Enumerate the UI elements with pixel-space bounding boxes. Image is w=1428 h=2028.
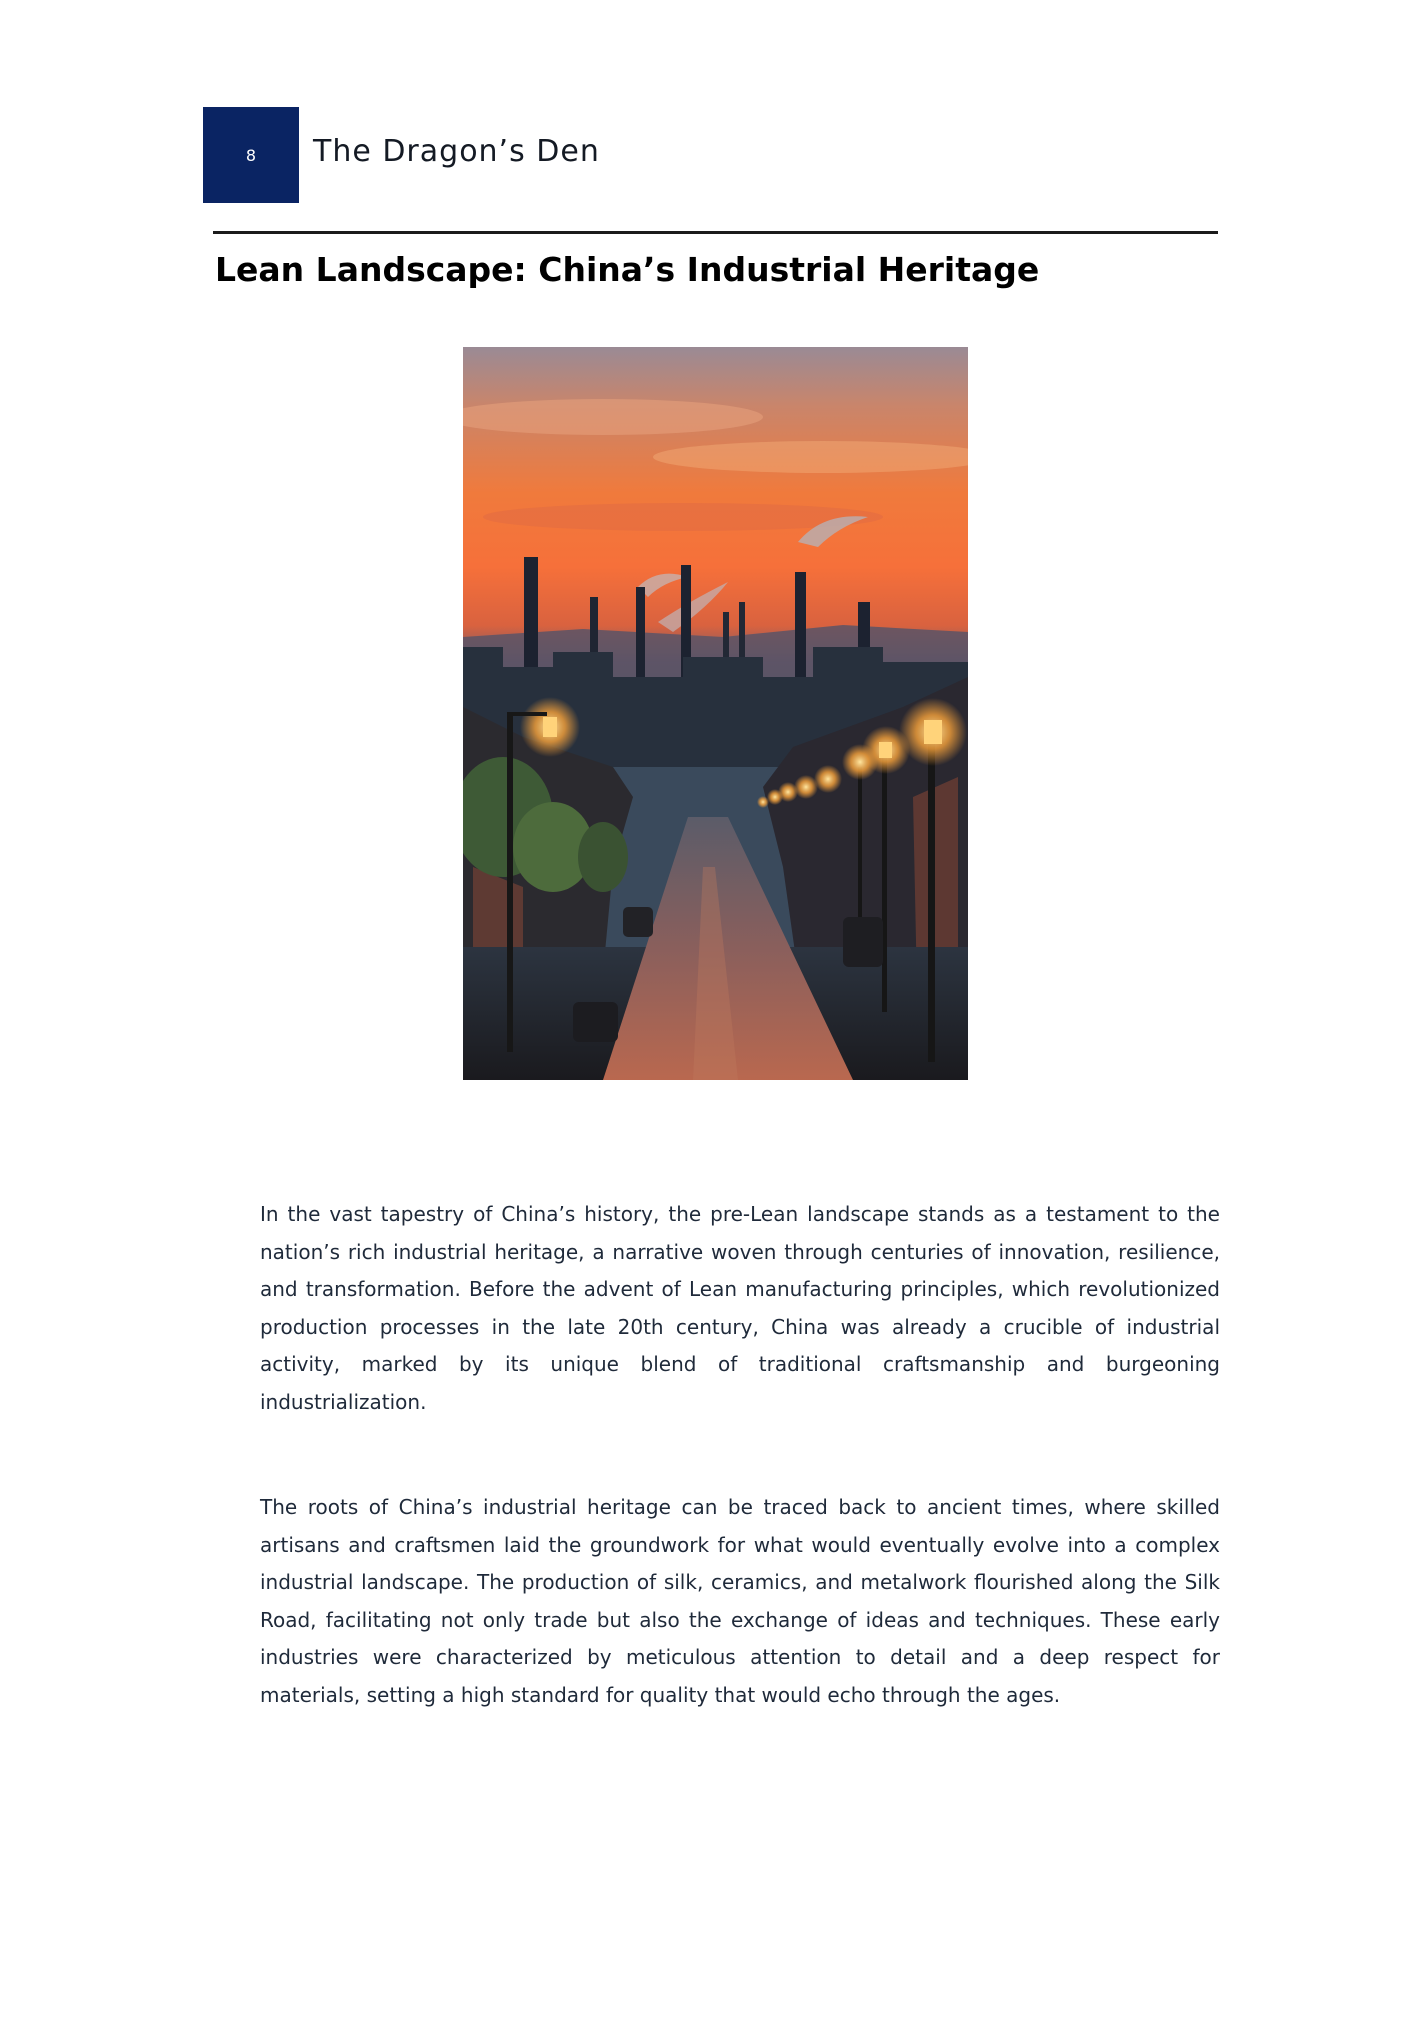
header-divider xyxy=(213,231,1218,234)
body-paragraph: The roots of China’s industrial heritage can be traced back to ancient times, where skilled artisans and craftsmen laid the groundwork for what would eventually evolve into a complex industrial landscape. The production of silk, ceramics, and metalwork flourished along the Silk Road, facilitating not only trade but also the exchange of ideas and techniques. These early industries were characterized by meticulous attention to detail and a deep respect for materials, setting a high standard for quality that would echo through the ages. xyxy=(260,1495,1220,1707)
industrial-sunset-photo xyxy=(463,347,968,1080)
running-title: The Dragon’s Den xyxy=(313,134,600,169)
page-number: 8 xyxy=(245,145,257,165)
chapter-title: Lean Landscape: China’s Industrial Heritage xyxy=(215,250,1040,289)
page-number-badge xyxy=(203,107,299,203)
body-paragraph: In the vast tapestry of China’s history, the pre-Lean landscape stands as a testament to the nation’s rich industrial heritage, a narrative woven through centuries of innovation, resilience, and transformation. Before the advent of Lean manufacturing principles, which revolutionized production processes in the late 20th century, China was already a crucible of industrial activity, marked by its unique blend of traditional craftsmanship and burgeoning industrialization. xyxy=(260,1202,1220,1414)
